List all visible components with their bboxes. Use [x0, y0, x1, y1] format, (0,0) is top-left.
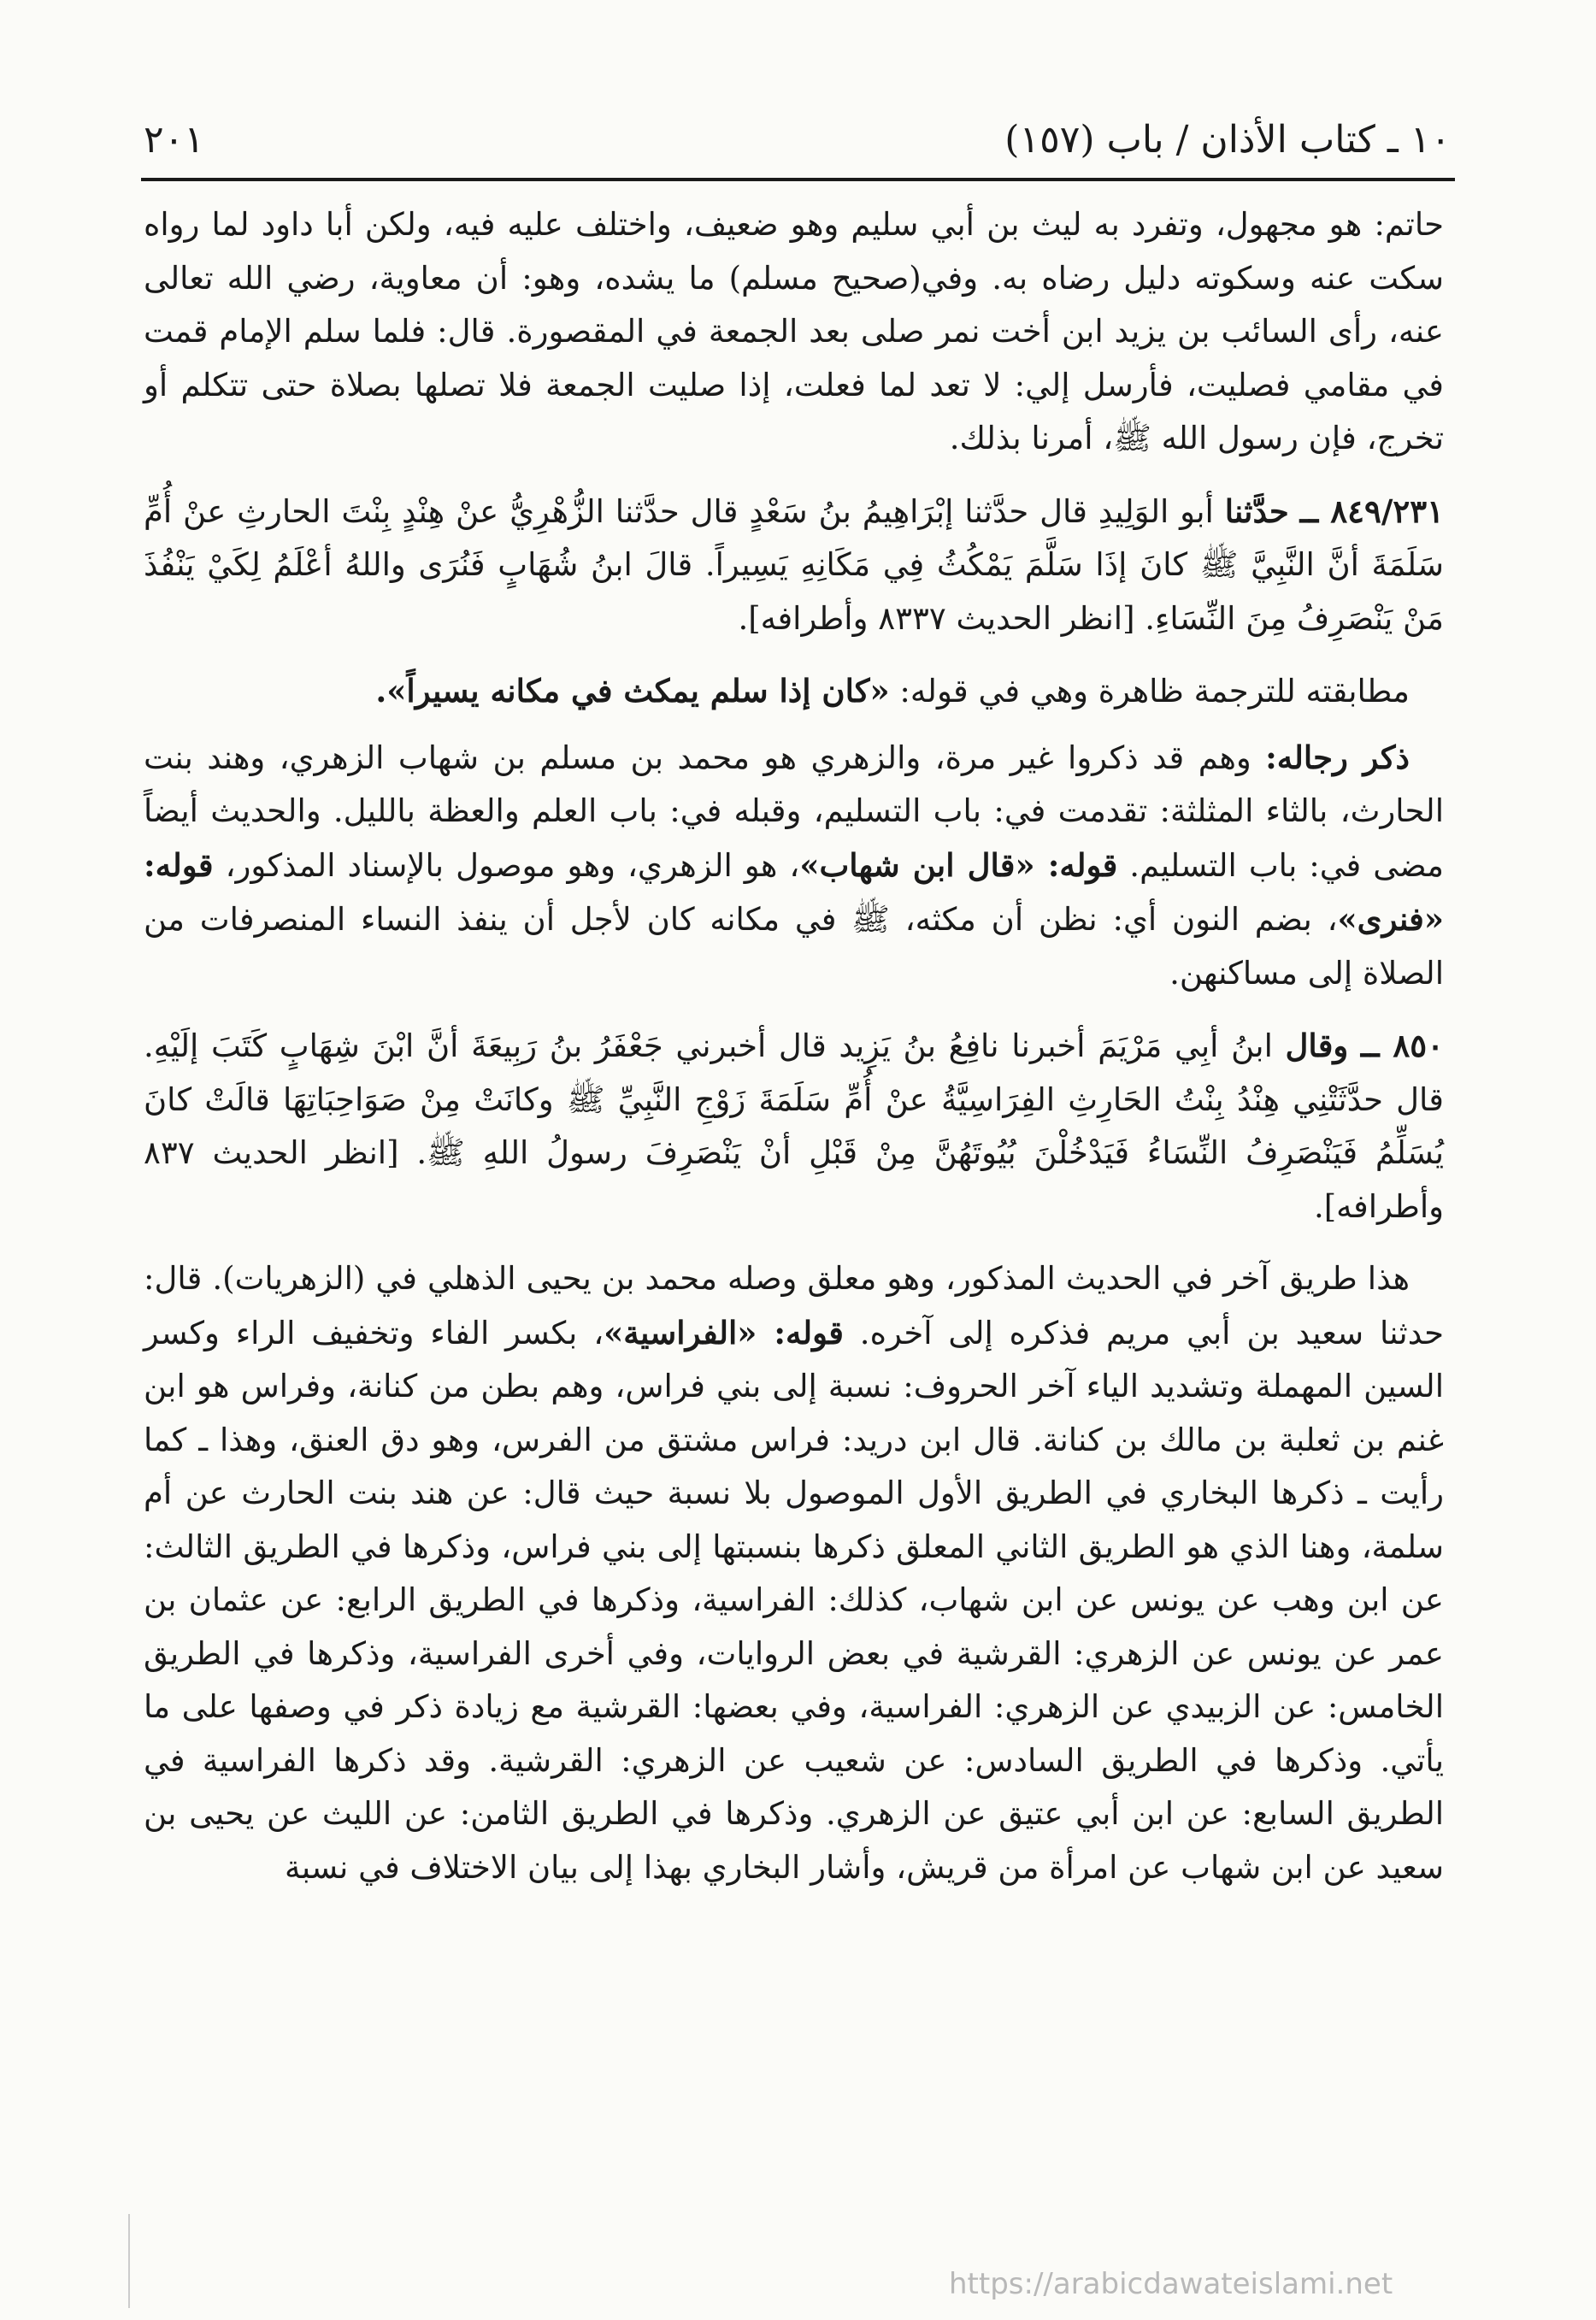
running-title: ١٠ ـ كتاب الأذان / باب (١٥٧): [1004, 117, 1451, 162]
commentary-2-text-a: هذا طريق آخر في الحديث المذكور، وهو معلق وصله محمد بن يحيى الذهلي في (الزهريات). قال: حدثنا سعيد بن أبي مريم فذكره إلى آخره.: [144, 1260, 1444, 1351]
header-rule: [141, 178, 1455, 181]
page-body: [144, 198, 1444, 1894]
hadith-849-text: أبو الوَلِيدِ قال حدَّثنا إبْرَاهِيمُ بنُ سَعْدٍ قال حدَّثنا الزُّهْرِيُّ عنْ هِنْدٍ بِنْتَ الحارثِ عنْ أُمِّ سَلَمَةَ أنَّ النَّبِيَّ ﷺ كانَ إذَا سَلَّمَ يَمْكُثُ فِي مَكَانِهِ يَسِيراً. قالَ ابنُ شُهَابٍ فَنُرَى واللهُ أعْلَمُ لِكَيْ يَنْفُذَ مَنْ يَنْصَرِفُ مِنَ النِّسَاءِ. [انظر الحديث ٨٣٣٧ وأطرافه].: [144, 492, 1444, 637]
rijal-text-2: ، هو الزهري، وهو موصول بالإسناد المذكور،: [213, 846, 800, 884]
rijal-qawluh-2: قوله: «فنرى»: [144, 845, 1444, 938]
hadith-849-number: ٨٤٩/٢٣١ ــ: [1299, 492, 1445, 530]
hadith-850: [144, 1019, 1444, 1234]
scan-margin-line: [128, 2214, 130, 2308]
hadith-850-label: وقال: [1285, 1027, 1349, 1064]
mutabaqa-quote: «كان إذا سلم يمكث في مكانه يسيراً».: [375, 672, 890, 710]
paragraph-mutabaqa: [144, 664, 1444, 719]
hadith-849: [144, 485, 1444, 646]
mutabaqa-prefix: مطابقته للترجمة ظاهرة وهي في قوله:: [889, 673, 1410, 710]
commentary-2-text-b: ، بكسر الفاء وتخفيف الراء وكسر السين المهملة وتشديد الياء آخر الحروف: نسبة إلى بني فراس، وهم بطن من كنانة، وفراس هو ابن غنم بن ثعلبة بن مالك بن كنانة. قال ابن دريد: فراس مشتق من الفرس، وهو دق العنق، وهذا ـ كما رأيت ـ ذكرها البخاري في الطريق الأول الموصول بلا نسبة حيث قال: عن هند بنت الحارث عن أم سلمة، وهنا الذي هو الطريق الثاني المعلق ذكرها بنسبتها إلى بني فراس، وذكرها في الطريق الثالث: عن ابن وهب عن يونس عن ابن شهاب، كذلك: الفراسية، وذكرها في الطريق الرابع: عن عثمان بن عمر عن يونس عن الزهري: القرشية في بعض الروايات، وفي أخرى الفراسية، وذكرها في الطريق الخامس: عن الزبيدي عن الزهري: الفراسية، وفي بعضها: القرشية مع زيادة ذكر في وصفها على ما يأتي. وذكرها في الطريق السادس: عن شعيب عن الزهري: القرشية. وقد ذكرها الفراسية في الطريق السابع: عن ابن أبي عتيق عن الزهري. وذكرها في الطريق الثامن: عن الليث عن يحيى بن سعيد عن ابن شهاب عن امرأة من قريش، وأشار البخاري بهذا إلى بيان الاختلاف في نسبة: [144, 1314, 1445, 1886]
paragraph-commentary-1: حاتم: هو مجهول، وتفرد به ليث بن أبي سليم وهو ضعيف، واختلف عليه فيه، ولكن أبا داود لما رواه سكت عنه وسكوته دليل رضاه به. وفي(صحيح مسلم) ما يشده، وهو: أن معاوية، رضي الله تعالى عنه، رأى السائب بن يزيد ابن أخت نمر صلى بعد الجمعة في المقصورة. قال: فلما سلم الإمام قمت في مقامي فصليت، فأرسل إلي: لا تعد لما فعلت، إذا صليت الجمعة فلا تصلها بصلاة حتى تتكلم أو تخرج، فإن رسول الله ﷺ، أمرنا بذلك.: [144, 206, 1444, 456]
rijal-qawluh-1: قوله: «قال ابن شهاب»: [799, 845, 1118, 884]
page-header: [144, 109, 1451, 169]
rijal-text-1: وهم قد ذكروا غير مرة، والزهري هو محمد بن مسلم بن شهاب الزهري، وهند بنت الحارث، بالثاء المثلثة: تقدمت في: باب التسليم، وقبله في: باب العلم والعظة بالليل. والحديث أيضاً مضى في: باب التسليم.: [144, 739, 1444, 884]
paragraph-rijal: [144, 731, 1444, 1001]
page-number: ٢٠١: [144, 117, 204, 162]
paragraph-commentary-2: [144, 1252, 1444, 1894]
hadith-850-number: ٨٥٠ ــ: [1360, 1027, 1445, 1064]
hadith-849-label: حدَّثنا: [1224, 492, 1289, 530]
rijal-text-3: ، بضم النون أي: نظن أن مكثه، ﷺ في مكانه كان لأجل أن ينفذ النساء المنصرفات من الصلاة إلى مساكنهن.: [144, 901, 1444, 992]
commentary-2-qawluh: قوله: «الفراسية»: [604, 1313, 844, 1351]
rijal-heading: ذكر رجاله:: [1265, 738, 1410, 776]
hadith-850-text: ابنُ أبِي مَرْيَمَ أخبرنا نافِعُ بنُ يَزِيد قال أخبرني جَعْفَرُ بنُ رَبِيعَةَ أنَّ ابْنَ شِهَابٍ كَتَبَ إلَيْهِ. قال حدَّثَتْنِي هِنْدُ بِنْتُ الحَارِثِ الفِرَاسِيَّةُ عنْ أُمِّ سَلَمَةَ زَوْجِ النَّبِيِّ ﷺ وكانَتْ مِنْ صَوَاحِبَاتِهَا قالَتْ كانَ يُسَلِّمُ فَيَنْصَرِفُ النِّسَاءُ فَيَدْخُلْنَ بُيُوتَهُنَّ مِنْ قَبْلِ أنْ يَنْصَرِفَ رسولُ اللهِ ﷺ. [انظر الحديث ٨٣٧ وأطرافه].: [144, 1028, 1444, 1225]
watermark-url: https://arabicdawateislami.net: [949, 2267, 1393, 2301]
